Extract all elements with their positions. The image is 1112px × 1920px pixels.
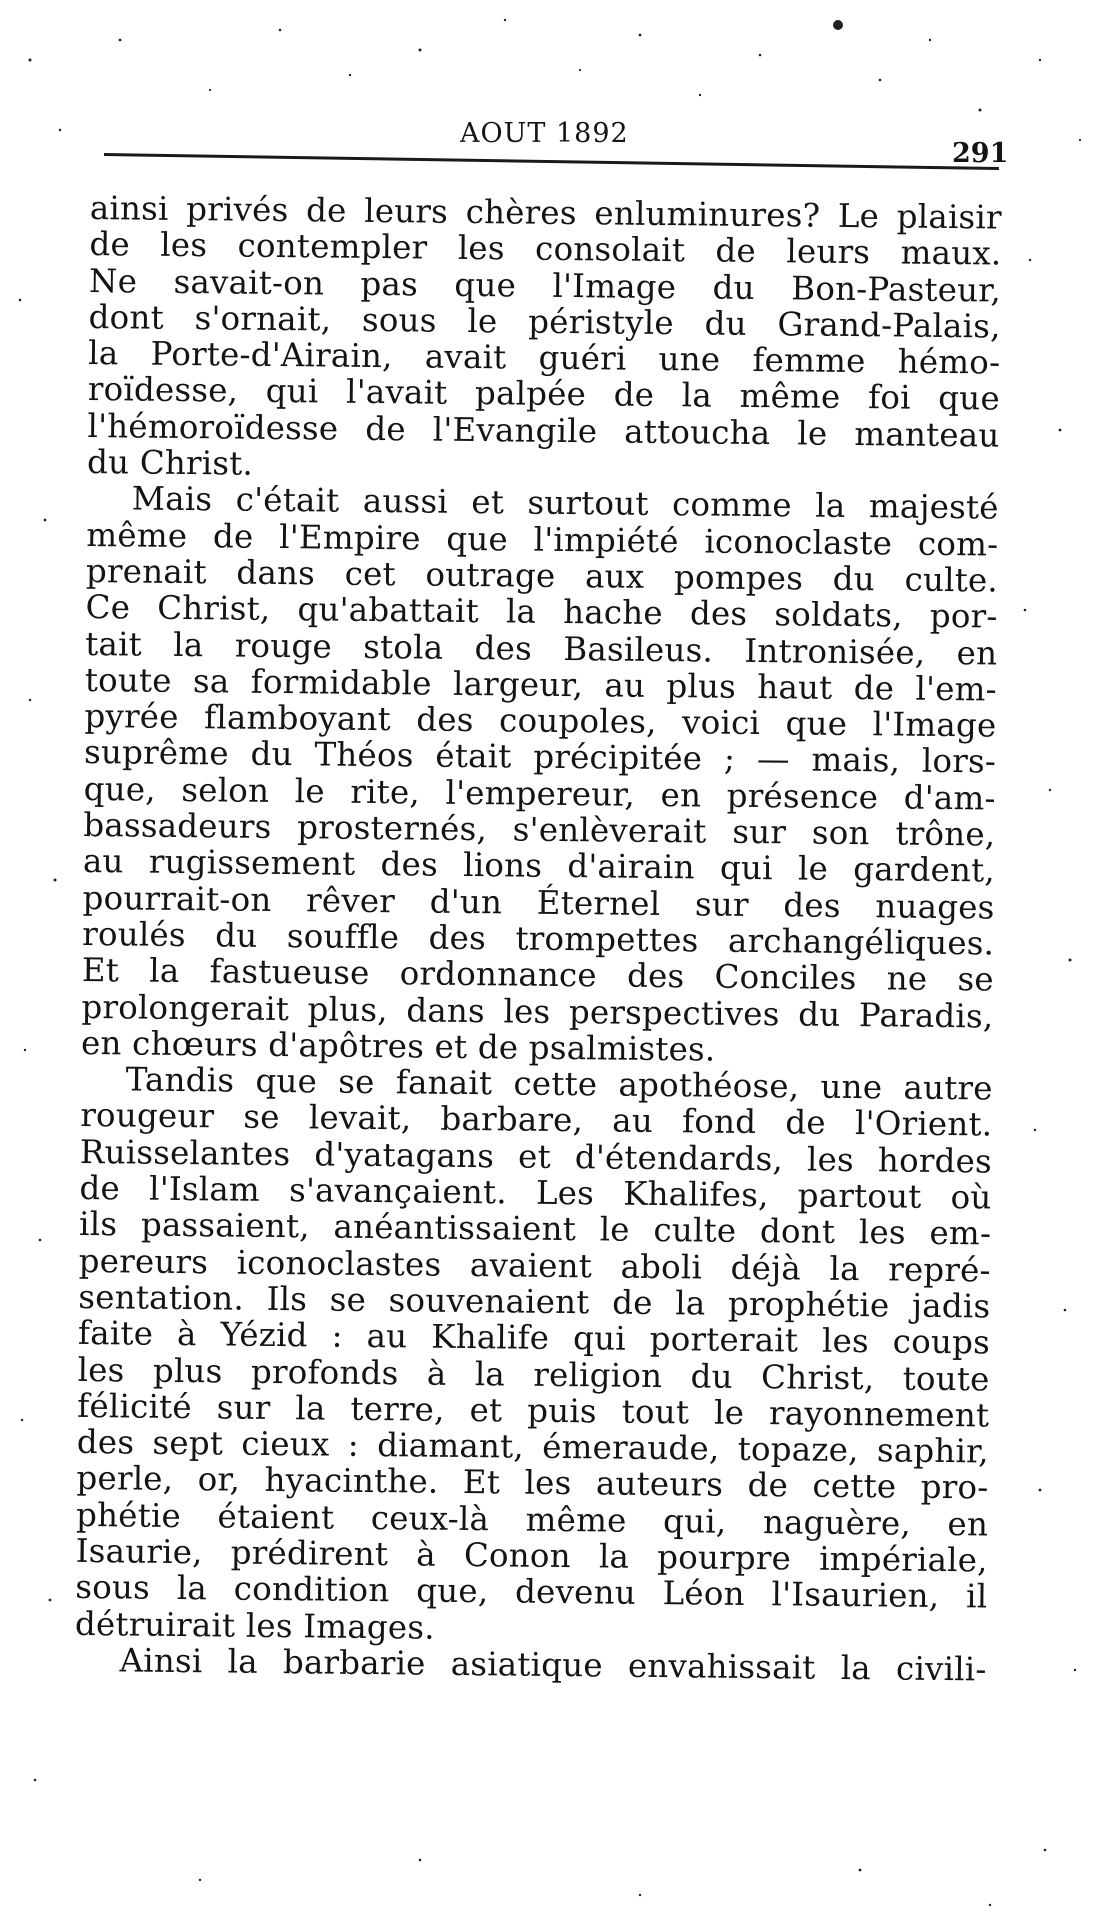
text-line: sentation. Ils se souvenaient de la prophétie jadis	[78, 1277, 991, 1326]
text-line: pyrée flamboyant des coupoles, voici que l'Image	[84, 697, 997, 745]
text-line: au rugissement des lions d'airain qui le gardent,	[82, 842, 996, 890]
text-line: roulés du souffle des trompettes archangéliques.	[82, 914, 995, 963]
text-line: Tandis que se fanait cette apothéose, une autre	[125, 1060, 993, 1108]
text-line: sous la condition que, devenu Léon l'Isaurien, il	[75, 1568, 988, 1616]
text-line: Isaurie, prédirent à Conon la pourpre impériale,	[75, 1531, 988, 1580]
text-line: rougeur se levait, barbare, au fond de l'Orient.	[80, 1096, 993, 1144]
paragraph	[87, 190, 1002, 490]
text-line: suprême du Théos était précipitée ; — mais, lors-	[83, 733, 997, 781]
text-line: Ainsi la barbarie asiatique envahissait la civili-	[119, 1641, 987, 1689]
paragraph	[81, 480, 999, 1070]
body-text	[74, 190, 1002, 1688]
text-line: félicité sur la terre, et puis tout le rayonnement	[77, 1386, 990, 1435]
text-line: que, selon le rite, l'empereur, en présence d'am-	[83, 769, 996, 818]
running-header	[0, 118, 1112, 169]
text-line: tait la rouge stola des Basileus. Intronisée, en	[85, 624, 998, 673]
text-line: de les contempler les consolait de leurs maux.	[89, 225, 1002, 273]
text-line: dont s'ornait, sous le péristyle du Grand-Palais,	[88, 297, 1001, 346]
running-title: AOUT 1892	[460, 118, 629, 149]
text-line: prolongerait plus, dans les perspectives du Paradis,	[81, 987, 994, 1036]
text-line: phétie étaient ceux-là même qui, naguère, en	[75, 1495, 989, 1544]
text-line: les plus profonds à la religion du Christ, toute	[77, 1350, 990, 1398]
text-line: Et la fastueuse ordonnance des Conciles ne se	[81, 951, 994, 999]
text-line: du Christ.	[86, 443, 254, 483]
text-line: Ruisselantes d'yatagans et d'étendards, les hordes	[79, 1132, 993, 1181]
text-line: Ne savait-on pas que l'Image du Bon-Pasteur,	[88, 261, 1002, 310]
text-line: ainsi privés de leurs chères enluminures? Le plaisir	[89, 189, 1002, 237]
text-line: Mais c'était aussi et surtout comme la majesté	[131, 479, 999, 527]
text-line: Ce Christ, qu'abattait la hache des soldats, por-	[85, 588, 998, 636]
text-line: perle, or, hyacinthe. Et les auteurs de cette pro-	[76, 1459, 989, 1507]
paragraph	[74, 1642, 986, 1688]
text-line: toute sa formidable largeur, au plus haut de l'em-	[84, 660, 998, 709]
text-line: pereurs iconoclastes avaient aboli déjà la repré-	[78, 1241, 991, 1290]
text-line: la Porte-d'Airain, avait guéri une femme hémo-	[88, 334, 1001, 382]
text-line: l'hémoroïdesse de l'Evangile attoucha le manteau	[87, 406, 1000, 455]
text-line: de l'Islam s'avançaient. Les Khalifes, partout où	[79, 1168, 992, 1217]
text-line: même de l'Empire que l'impiété iconoclaste com-	[86, 515, 999, 564]
text-line: des sept cieux : diamant, émeraude, topaze, saphir,	[76, 1423, 990, 1471]
page-number: 291	[952, 138, 1009, 169]
paragraph	[75, 1061, 993, 1651]
text-line: bassadeurs prosternés, s'enlèverait sur son trône,	[83, 806, 996, 854]
text-line: prenait dans cet outrage aux pompes du culte.	[85, 551, 999, 600]
text-line: en chœurs d'apôtres et de psalmistes.	[80, 1023, 716, 1069]
text-line: faite à Yézid : au Khalife qui porterait les coups	[77, 1314, 991, 1362]
text-line: détruirait les Images.	[74, 1604, 435, 1647]
text-line: roïdesse, qui l'avait palpée de la même foi que	[87, 370, 1001, 419]
text-line: ils passaient, anéantissaient le culte dont les em-	[78, 1205, 992, 1253]
text-line: pourrait-on rêver d'un Éternel sur des nuages	[82, 878, 995, 927]
